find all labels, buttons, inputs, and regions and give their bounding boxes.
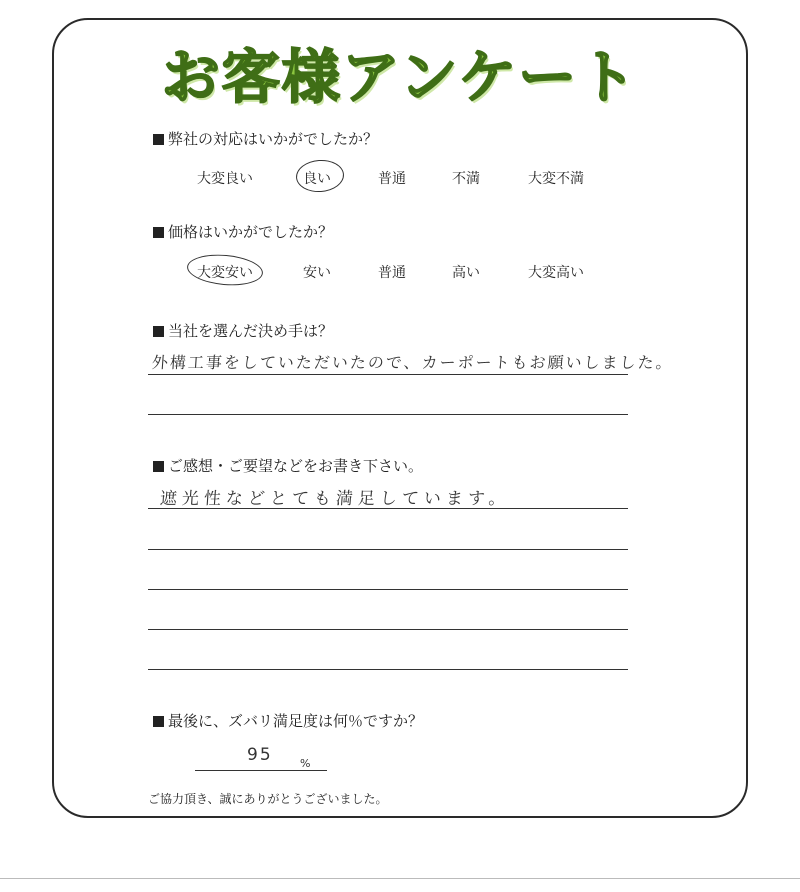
q1-option-1[interactable]: 大変良い (197, 171, 253, 187)
q2-option-3[interactable]: 普通 (378, 265, 406, 281)
question-1 (153, 128, 378, 149)
question-3-text: 当社を選んだ決め手は？ (168, 322, 334, 340)
answer-line (148, 414, 628, 415)
q1-option-4[interactable]: 不満 (452, 171, 480, 187)
answer-line (148, 508, 628, 509)
bullet-square-icon (153, 227, 164, 238)
thanks-message: ご協力頂き、誠にありがとうございました。 (148, 792, 388, 806)
bullet-square-icon (153, 134, 164, 145)
satisfaction-line (195, 770, 327, 771)
question-5 (153, 710, 423, 731)
question-1-text: 弊社の対応はいかがでしたか？ (168, 130, 379, 148)
question-3 (153, 320, 333, 341)
q4-handwritten-answer: 遮光性などとても満足しています。 (159, 489, 512, 509)
q2-option-5[interactable]: 大変高い (528, 265, 584, 281)
question-2 (153, 221, 333, 242)
q1-option-2[interactable]: 良い (303, 171, 331, 187)
bullet-square-icon (153, 716, 164, 727)
answer-line (148, 549, 628, 550)
q2-option-4[interactable]: 高い (452, 265, 480, 281)
answer-line (148, 669, 628, 670)
q1-option-5[interactable]: 大変不満 (528, 171, 584, 187)
bullet-square-icon (153, 461, 164, 472)
answer-line (148, 374, 628, 375)
q2-option-2[interactable]: 安い (303, 265, 331, 281)
question-4 (153, 455, 423, 476)
question-4-text: ご感想・ご要望などをお書き下さい。 (168, 457, 424, 475)
scan-edge (0, 878, 800, 879)
question-2-text: 価格はいかがでしたか？ (168, 223, 334, 241)
survey-title: お客様アンケート (161, 43, 639, 111)
percent-unit: % (300, 757, 311, 770)
satisfaction-value: 95 (247, 745, 273, 765)
answer-line (148, 629, 628, 630)
bullet-square-icon (153, 326, 164, 337)
q1-option-3[interactable]: 普通 (378, 171, 406, 187)
q3-handwritten-answer: 外構工事をしていただいたので、カーポートもお願いしました。 (151, 353, 675, 372)
q2-option-1[interactable]: 大変安い (197, 265, 253, 281)
answer-line (148, 589, 628, 590)
question-5-text: 最後に、ズバリ満足度は何％ですか？ (168, 712, 424, 730)
